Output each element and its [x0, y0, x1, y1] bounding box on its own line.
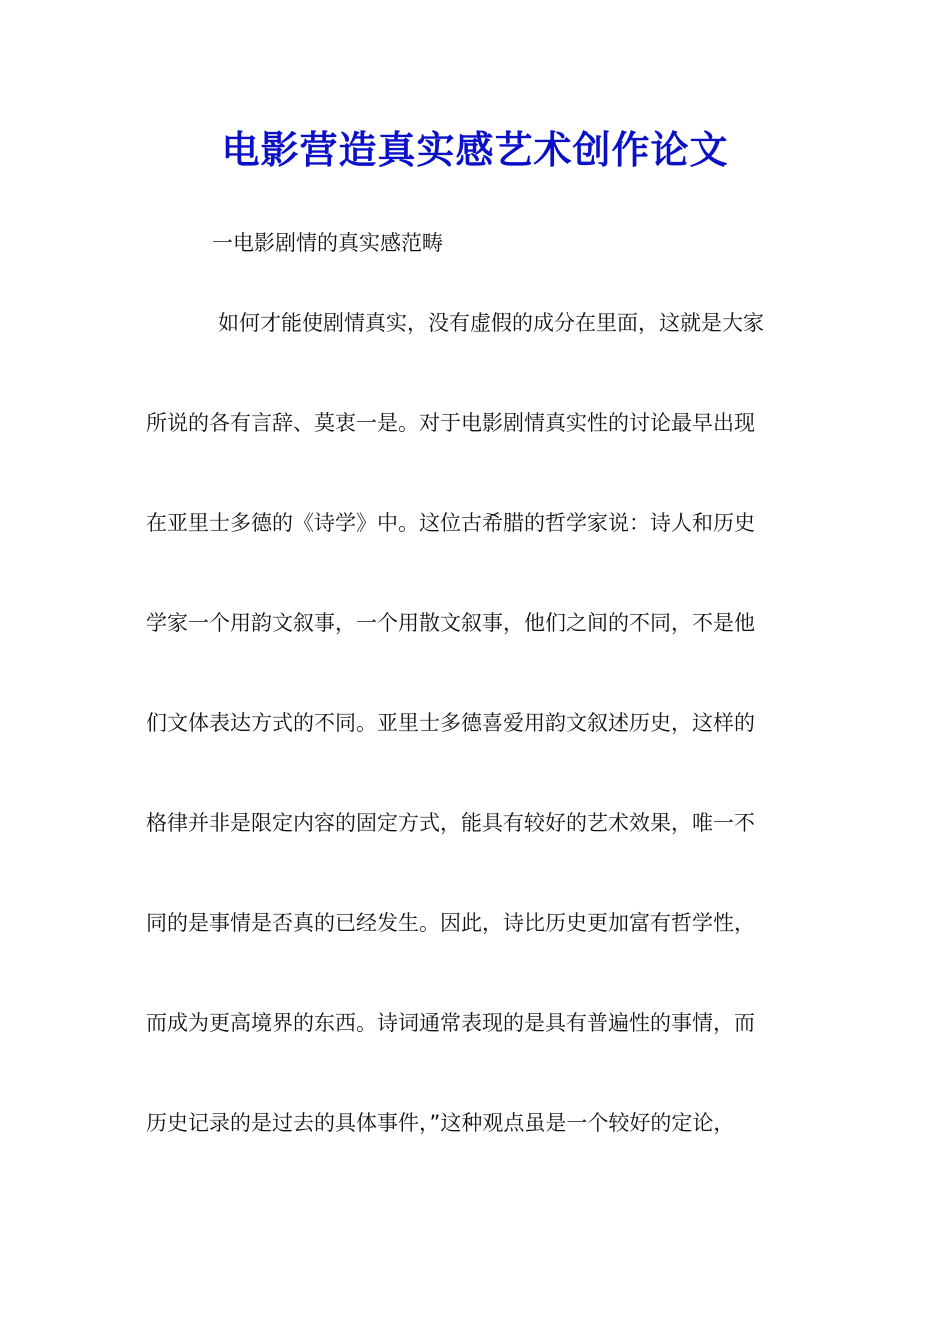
body-line: 格律并非是限定内容的固定方式，能具有较好的艺术效果，唯一不 [146, 811, 755, 835]
document-title: 电影营造真实感艺术创作论文 [221, 127, 729, 172]
body-line: 在亚里士多德的《诗学》中。这位古希腊的哲学家说：诗人和历史 [146, 511, 755, 535]
body-line: 学家一个用韵文叙事，一个用散文叙事，他们之间的不同，不是他 [146, 611, 755, 635]
body-line: 历史记录的是过去的具体事件，”这种观点虽是一个较好的定论， [146, 1111, 735, 1135]
body-line: 而成为更高境界的东西。诗词通常表现的是具有普遍性的事情，而 [146, 1011, 755, 1035]
body-line: 同的是事情是否真的已经发生。因此，诗比历史更加富有哲学性， [146, 911, 755, 935]
body-line: 如何才能使剧情真实，没有虚假的成分在里面，这就是大家 [218, 311, 764, 335]
section-heading: 一电影剧情的真实感范畴 [212, 231, 443, 255]
body-line: 们文体表达方式的不同。亚里士多德喜爱用韵文叙述历史，这样的 [146, 711, 755, 735]
body-line: 所说的各有言辞、莫衷一是。对于电影剧情真实性的讨论最早出现 [146, 411, 755, 435]
